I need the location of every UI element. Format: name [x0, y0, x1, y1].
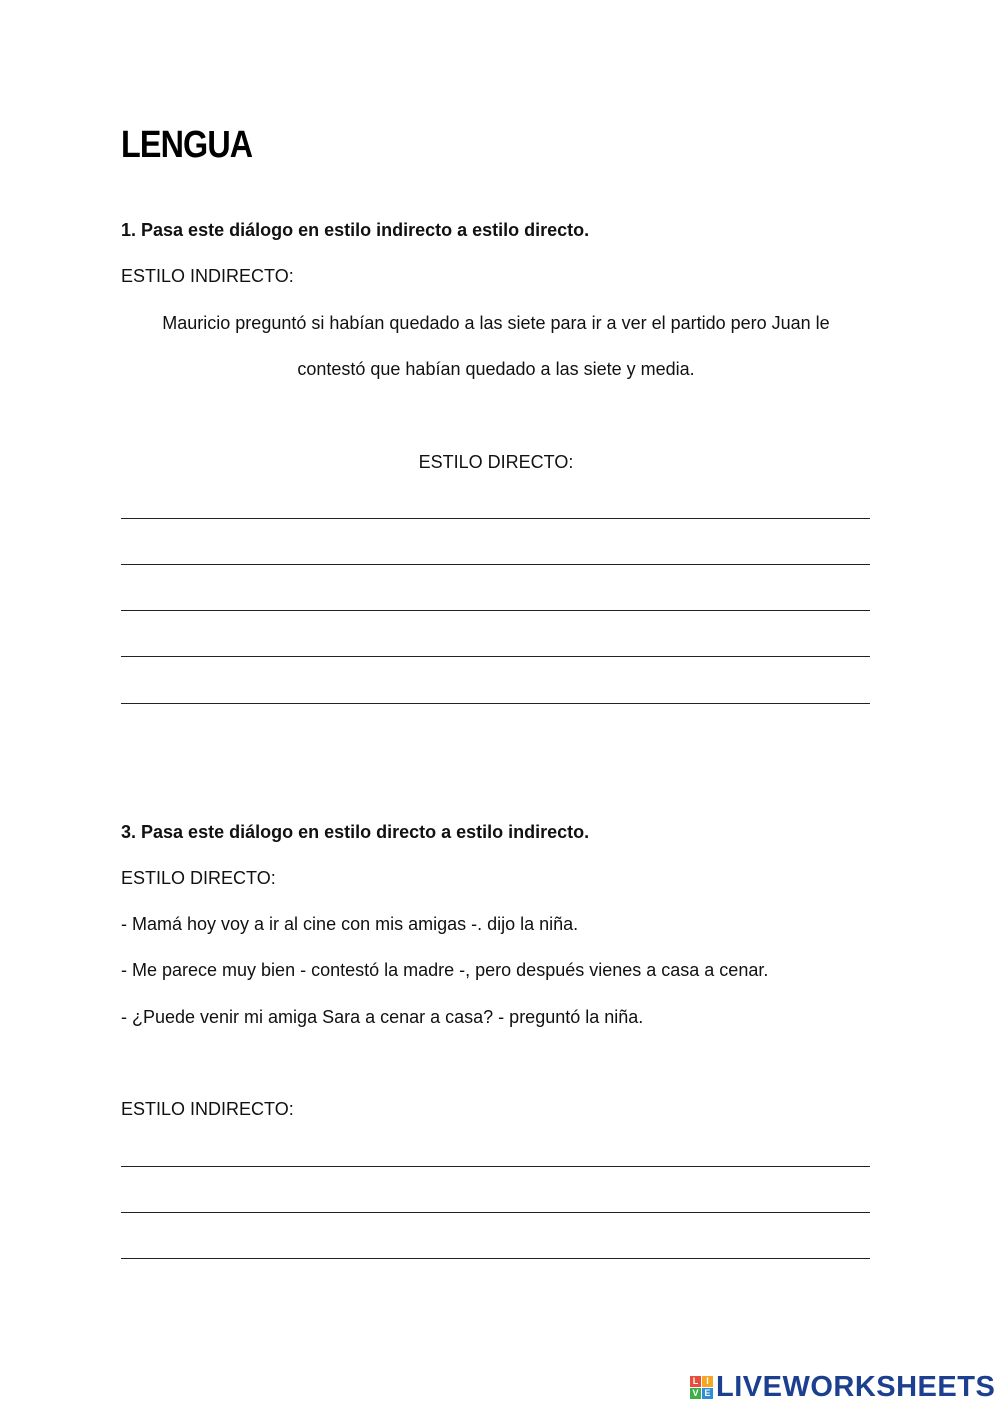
logo-letter: E: [702, 1388, 713, 1399]
answer-line[interactable]: [121, 1212, 870, 1213]
exercise-1-label: ESTILO INDIRECTO:: [121, 266, 294, 286]
answer-line[interactable]: [121, 610, 870, 611]
live-icon: [690, 1376, 713, 1399]
answer-line[interactable]: [121, 1166, 870, 1167]
answer-line[interactable]: [121, 518, 870, 519]
logo-letter: L: [690, 1376, 701, 1387]
exercise-1-heading: 1. Pasa este diálogo en estilo indirecto a estilo directo.: [121, 220, 590, 240]
exercise-1-answer-label: ESTILO DIRECTO:: [418, 452, 574, 472]
answer-line[interactable]: [121, 1258, 870, 1259]
logo-letter: I: [702, 1376, 713, 1387]
answer-line[interactable]: [121, 656, 870, 657]
dialogue-line: - Me parece muy bien - contestó la madre -, pero después vienes a casa a cenar.: [121, 960, 769, 980]
brand-name: LIVEWORKSHEETS: [716, 1370, 996, 1403]
exercise-3-label: ESTILO DIRECTO:: [121, 868, 276, 888]
exercise-1-text-line-2: contestó que habían quedado a las siete y media.: [297, 359, 695, 379]
exercise-3-answer-label: ESTILO INDIRECTO:: [121, 1099, 294, 1119]
logo-letter: V: [690, 1388, 701, 1399]
dialogue-line: - Mamá hoy voy a ir al cine con mis amigas -. dijo la niña.: [121, 914, 579, 934]
answer-line[interactable]: [121, 703, 870, 704]
dialogue-line: - ¿Puede venir mi amiga Sara a cenar a casa? - preguntó la niña.: [121, 1007, 644, 1027]
liveworksheets-logo[interactable]: [690, 1371, 995, 1403]
exercise-1-text-line-1: Mauricio preguntó si habían quedado a las siete para ir a ver el partido pero Juan le: [162, 313, 830, 333]
exercise-3-heading: 3. Pasa este diálogo en estilo directo a estilo indirecto.: [121, 822, 590, 842]
page-title: LENGUA: [121, 124, 253, 166]
answer-line[interactable]: [121, 564, 870, 565]
